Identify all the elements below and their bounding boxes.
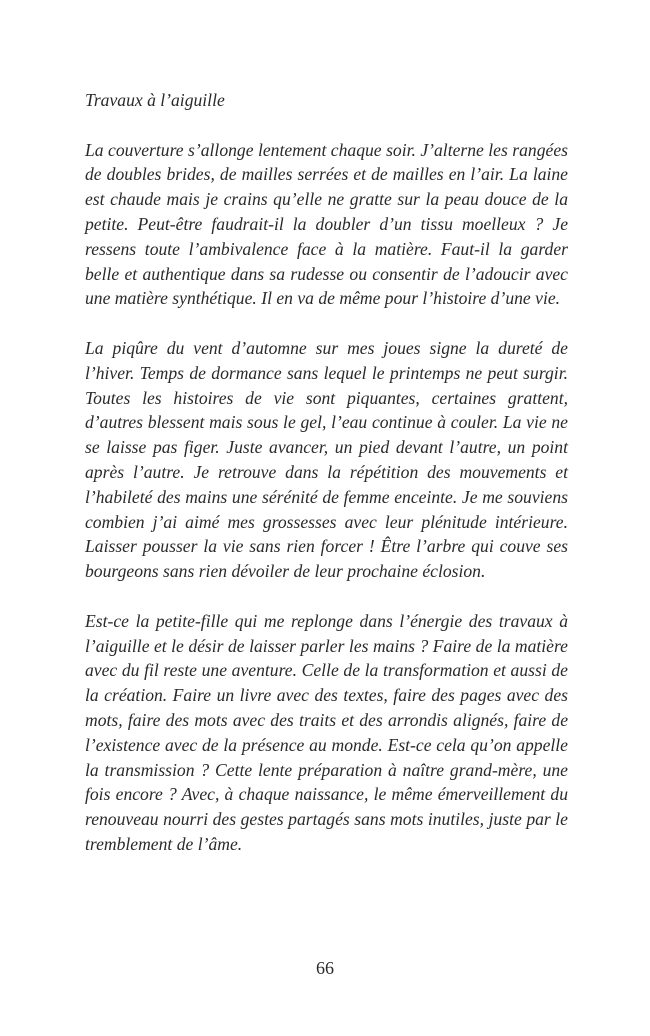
chapter-title: Travaux à l’aiguille [85, 90, 225, 110]
page-number: 66 [316, 958, 334, 978]
text-block [85, 88, 568, 857]
paragraph-2: La piqûre du vent d’automne sur mes joues signe la dureté de l’hiver. Temps de dormance sans lequel le printemps ne peut surgir. Toutes les histoires de vie sont piquantes, certaines grattent, d’autres blessent mais sous le gel, l’eau continue à couler. La vie ne se laisse pas figer. Juste avancer, un pied devant l’autre, un point après l’autre. Je retrouve dans la répétition des mouvements et l’habileté des mains une sérénité de femme enceinte. Je me souviens combien j’ai aimé mes grossesses avec leur plénitude intérieure. Laisser pousser la vie sans rien forcer ! Être l’arbre qui couve ses bourgeons sans rien dévoiler de leur prochaine éclosion. [85, 337, 568, 582]
paragraph-1: La couverture s’allonge lentement chaque soir. J’alterne les rangées de doubles brides, de mailles serrées et de mailles en l’air. La laine est chaude mais je crains qu’elle ne gratte sur la peau douce de la petite. Peut-être faudrait-il la doubler d’un tissu moelleux ? Je ressens toute l’ambivalence face à la matière. Faut-il la garder belle et authentique dans sa rudesse ou consentir de l’adoucir avec une matière synthétique. Il en va de même pour l’histoire d’une vie. [85, 139, 568, 309]
paragraph-3: Est-ce la petite-fille qui me replonge dans l’énergie des travaux à l’aiguille et le désir de laisser parler les mains ? Faire de la matière avec du fil reste une aventure. Celle de la transformation et aussi de la création. Faire un livre avec des textes, faire des pages avec des mots, faire des mots avec des traits et des arrondis alignés, faire de l’existence avec de la présence au monde. Est-ce cela qu’on appelle la transmission ? Cette lente préparation à naître grand-mère, une fois encore ? Avec, à chaque naissance, le même émerveillement du renouveau nourri des gestes partagés sans mots inutiles, juste par le tremblement de l’âme. [85, 610, 568, 854]
